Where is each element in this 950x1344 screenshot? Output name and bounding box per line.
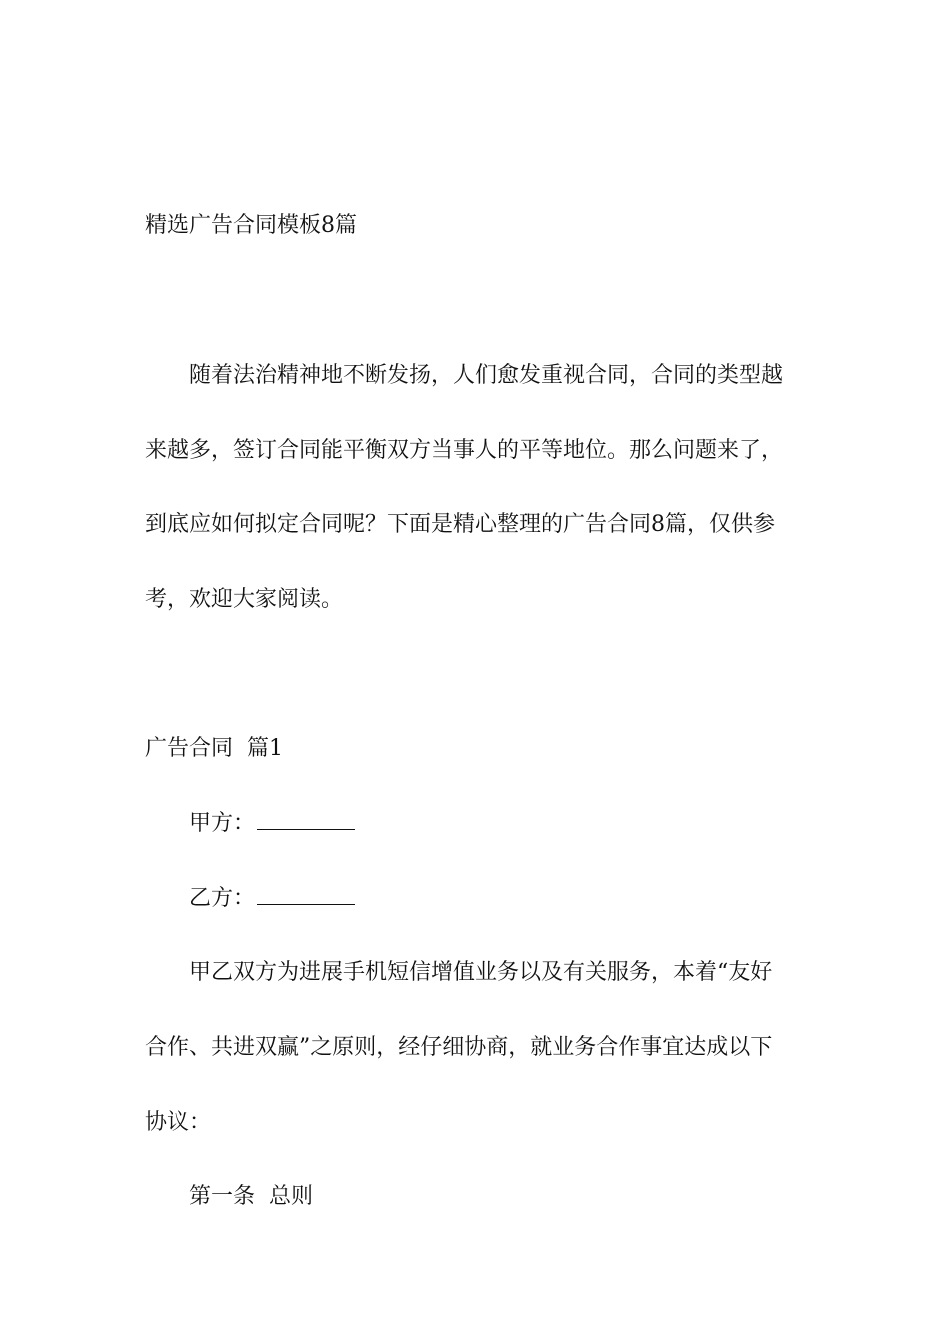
article-1-heading: 第一条 总则 (189, 1184, 313, 1209)
section-heading: 广告合同 篇1 (145, 736, 283, 761)
party-a-label: 甲方： (189, 811, 256, 836)
agreement-line-1: 甲乙双方为进展手机短信增值业务以及有关服务，本着“友好 (189, 960, 773, 985)
agreement-line-3: 协议： (145, 1110, 212, 1135)
party-a-blank (257, 809, 355, 830)
document-title: 精选广告合同模板8篇 (145, 213, 357, 238)
intro-line-2: 来越多，签订合同能平衡双方当事人的平等地位。那么问题来了， (145, 438, 784, 463)
intro-line-1: 随着法治精神地不断发扬，人们愈发重视合同，合同的类型越 (189, 363, 784, 388)
party-b-row (189, 884, 355, 914)
intro-line-4: 考，欢迎大家阅读。 (145, 587, 344, 612)
party-b-blank (257, 884, 355, 905)
agreement-line-2: 合作、共进双赢”之原则，经仔细协商，就业务合作事宜达成以下 (145, 1035, 773, 1060)
party-b-label: 乙方： (189, 886, 256, 911)
intro-line-3: 到底应如何拟定合同呢？下面是精心整理的广告合同8篇，仅供参 (145, 512, 775, 537)
party-a-row (189, 809, 355, 839)
